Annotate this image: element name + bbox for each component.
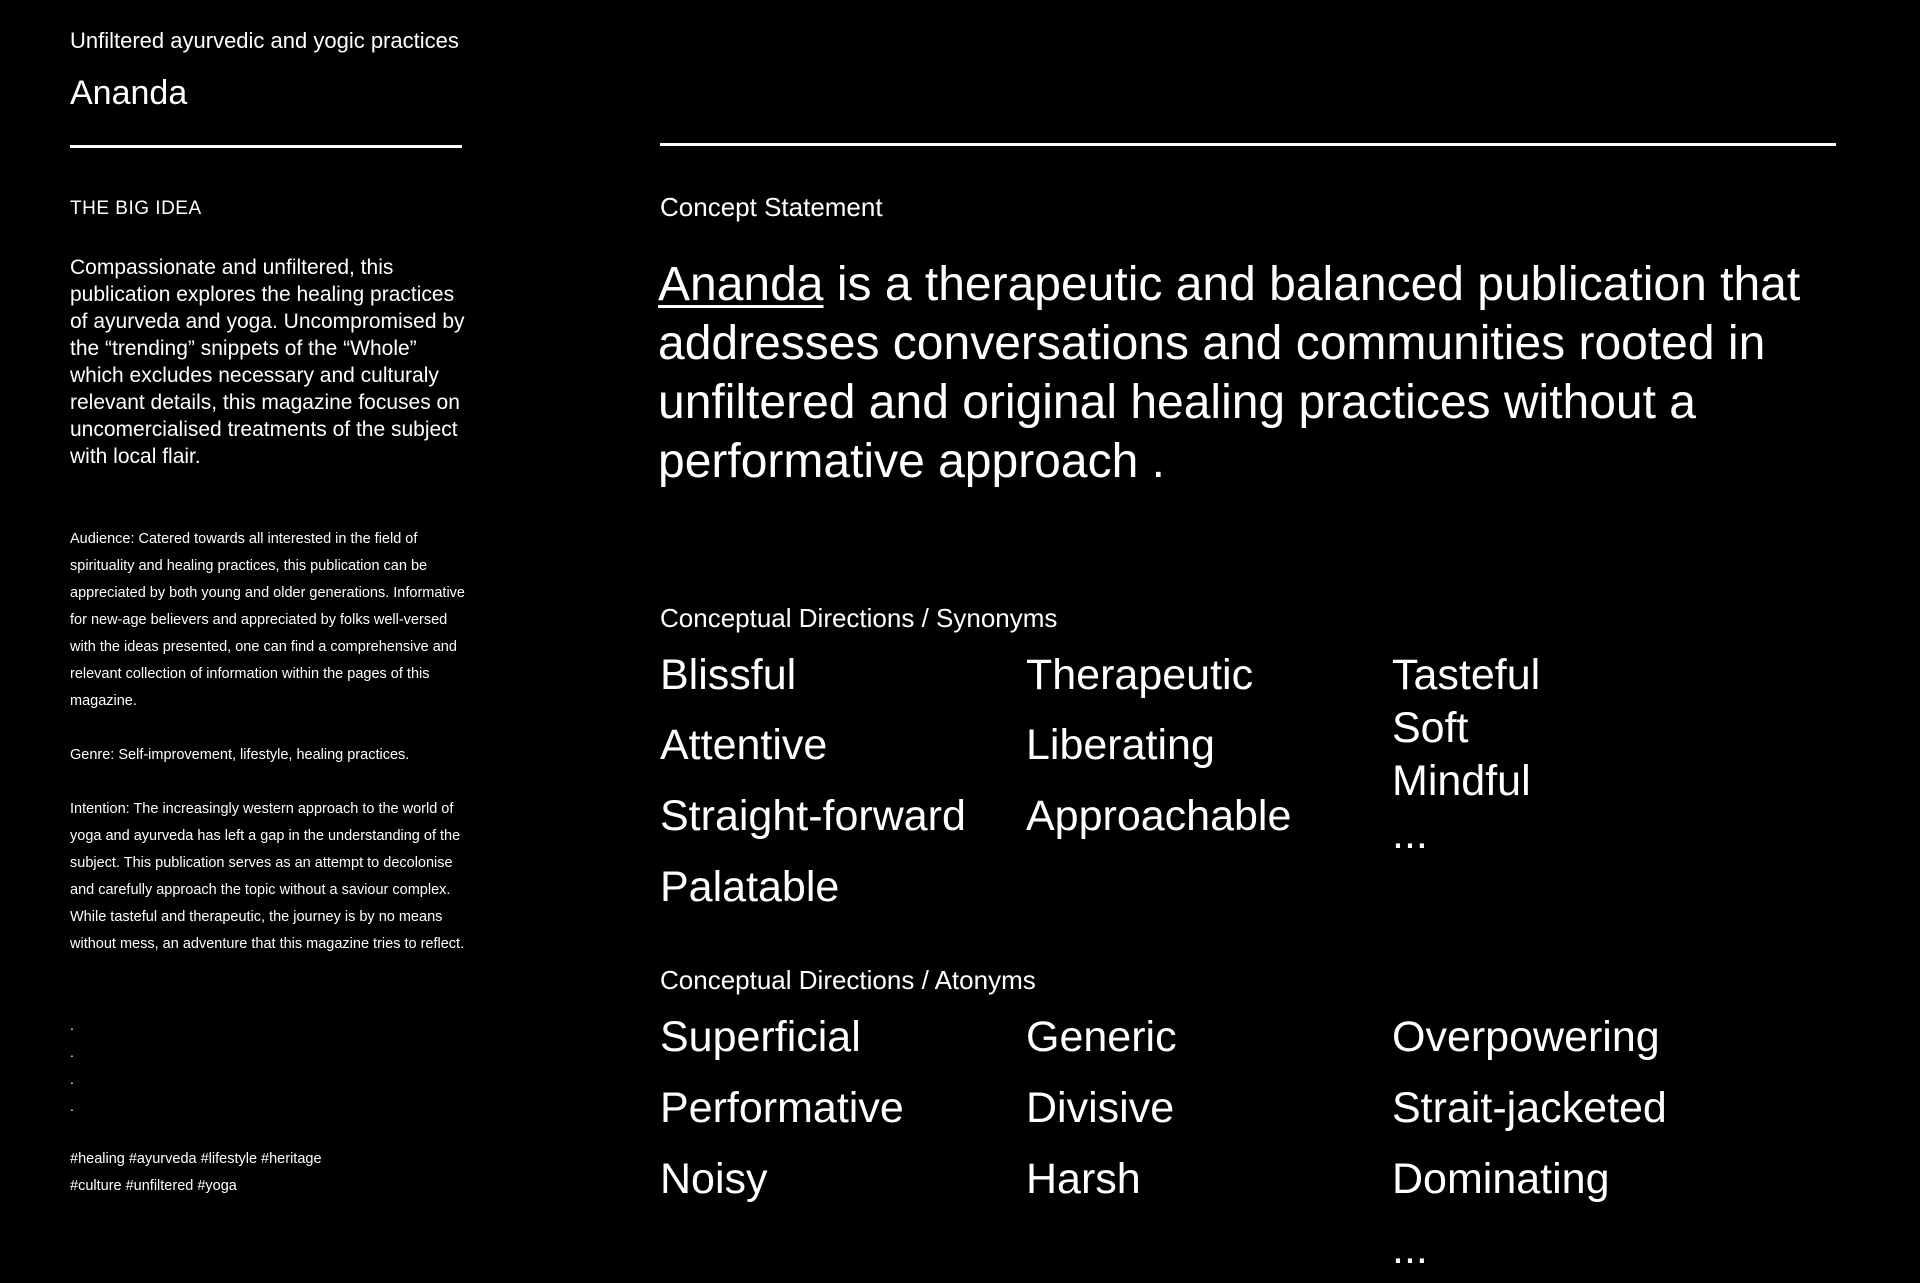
synonym-word: Straight-forward (660, 792, 966, 840)
synonym-word: Attentive (660, 721, 828, 769)
publication-subtitle: Unfiltered ayurvedic and yogic practices (70, 28, 459, 53)
left-divider (70, 145, 462, 148)
antonym-word: Dominating (1392, 1155, 1610, 1203)
synonym-ellipsis: ... (1392, 810, 1428, 858)
dot: . (70, 1044, 74, 1060)
synonym-word: Liberating (1026, 721, 1215, 769)
antonym-word: Superficial (660, 1013, 861, 1061)
antonym-word: Overpowering (1392, 1013, 1660, 1061)
antonyms-label: Conceptual Directions / Atonyms (660, 965, 1036, 995)
synonym-word: Tasteful (1392, 651, 1541, 699)
antonym-word: Generic (1026, 1013, 1177, 1061)
publication-title: Ananda (70, 74, 188, 112)
synonym-word: Therapeutic (1026, 651, 1254, 699)
hashtags-line: #healing #ayurveda #lifestyle #heritage (70, 1151, 322, 1167)
antonym-word: Harsh (1026, 1155, 1141, 1203)
right-divider (660, 143, 1836, 146)
concept-statement-label: Concept Statement (660, 192, 883, 222)
synonym-word: Palatable (660, 863, 840, 911)
audience-text: Audience: Catered towards all interested in the field of spirituality and healing practices, this publication can be appreciated by both young and older generations. Informative for new-age believers and appreciated by folks well-versed with the ideas presented, one can find a comprehensive and relevant collection of information within the pages of this magazine. (70, 531, 465, 709)
synonyms-label: Conceptual Directions / Synonyms (660, 603, 1058, 633)
synonym-word: Mindful (1392, 757, 1531, 805)
hashtags-line: #culture #unfiltered #yoga (70, 1178, 237, 1194)
genre-text: Genre: Self-improvement, lifestyle, healing practices. (70, 747, 410, 763)
dot: . (70, 1017, 74, 1033)
big-idea-text: Compassionate and unfiltered, this publication explores the healing practices of ayurveda and yoga. Uncompromised by the “trending” snippets of the “Whole” which excludes necessary and culturaly relevant details, this magazine focuses on uncomercialised treatments of the subject with local flair. (70, 256, 465, 468)
dot-separator (70, 1012, 74, 1120)
dot: . (70, 1071, 74, 1087)
antonym-word: Divisive (1026, 1084, 1175, 1132)
intention-text: Intention: The increasingly western approach to the world of yoga and ayurveda has left a gap in the understanding of the subject. This publication serves as an attempt to decolonise and carefully approach the topic without a saviour complex. While tasteful and therapeutic, the journey is by no means without mess, an adventure that this magazine tries to reflect. (70, 801, 465, 952)
hashtags (70, 1146, 470, 1200)
synonym-word: Soft (1392, 704, 1469, 752)
antonym-ellipsis: ... (1392, 1225, 1428, 1273)
concept-statement-body: is a therapeutic and balanced publication that addresses conversations and communities rooted in unfiltered and original healing practices without a performative approach . (658, 258, 1801, 488)
synonym-word: Blissful (660, 651, 797, 699)
big-idea-label: THE BIG IDEA (70, 198, 202, 219)
antonym-word: Strait-jacketed (1392, 1084, 1667, 1132)
dot: . (70, 1098, 74, 1114)
concept-statement-name: Ananda (658, 258, 824, 311)
antonym-word: Performative (660, 1084, 904, 1132)
antonym-word: Noisy (660, 1155, 768, 1203)
concept-statement (658, 255, 1808, 491)
synonym-word: Approachable (1026, 792, 1292, 840)
